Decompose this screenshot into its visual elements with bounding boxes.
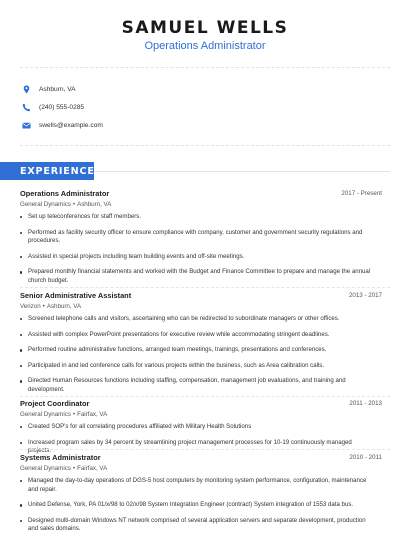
job-bullets (20, 315, 382, 395)
job-title: Senior Administrative Assistant (20, 291, 132, 300)
job-entry (20, 189, 382, 293)
job-divider (20, 396, 390, 397)
job-location: Ashburn, VA (77, 201, 112, 208)
candidate-title: Operations Administrator (144, 40, 266, 52)
job-location: Fairfax, VA (77, 465, 108, 472)
job-company: General Dynamics (20, 411, 71, 418)
list-item: Directed Human Resources functions including staffing, compensation, management job evaluations, and training and development. (20, 377, 382, 394)
contact-divider (20, 145, 390, 146)
list-item: Increased program sales by 34 percent by streamlining project management processes for 10-19 continuously managed projects. (20, 439, 382, 456)
job-company-location (20, 464, 382, 473)
email-icon (22, 121, 31, 130)
job-company-location (20, 302, 382, 311)
meta-separator-icon: • (72, 465, 76, 472)
list-item: Set up teleconferences for staff members. (20, 213, 382, 222)
phone-icon (22, 103, 31, 112)
job-bullets (20, 423, 382, 456)
job-title: Operations Administrator (20, 189, 110, 198)
job-bullets (20, 213, 382, 286)
contact-email (22, 118, 103, 132)
job-title: Project Coordinator (20, 399, 90, 408)
job-divider (20, 449, 390, 450)
meta-separator-icon: • (42, 303, 45, 310)
contact-email-text: swells@example.com (39, 121, 103, 129)
job-company: General Dynamics (20, 465, 71, 472)
list-item: Assisted with complex PowerPoint presentations for executive review while accommodating stringent deadlines. (20, 331, 382, 340)
job-entry (20, 453, 382, 541)
list-item: Performed routine administrative functions, arranged team meetings, trainings, presentations and conferences. (20, 346, 382, 355)
job-company-location (20, 200, 382, 209)
section-heading-experience: EXPERIENCE (0, 162, 94, 180)
contact-phone (22, 100, 84, 114)
job-dates: 2010 - 2011 (349, 454, 382, 461)
job-location: Fairfax, VA (77, 411, 108, 418)
job-entry (20, 291, 382, 402)
location-pin-icon (22, 85, 31, 94)
job-dates: 2013 - 2017 (348, 292, 382, 299)
job-divider (20, 287, 390, 288)
meta-separator-icon: • (72, 411, 76, 418)
job-dates: 2011 - 2013 (349, 400, 382, 407)
job-company: General Dynamics (20, 201, 71, 208)
list-item: Assisted in special projects including team building events and off-site meetings. (20, 253, 382, 262)
contact-phone-text: (240) 555-0285 (39, 103, 85, 111)
list-item: United Defense, York, PA 01/x/98 to 02/x/98 System Integration Engineer (contract) System integration of 1553 data bus. (20, 501, 382, 510)
list-item: Managed the day-to-day operations of DGS-5 host computers by monitoring system performance, configuration, maintenance and repair. (20, 477, 382, 494)
job-bullets (20, 477, 382, 534)
candidate-name: SAMUEL WELLS (121, 18, 289, 38)
list-item: Prepared monthly financial statements and worked with the Budget and Finance Committee to prepare and manage the annual church budget. (20, 268, 382, 285)
job-company: Verizon (20, 303, 41, 310)
job-title: Systems Administrator (20, 453, 101, 462)
meta-separator-icon: • (72, 201, 76, 208)
job-company-location (20, 410, 382, 419)
contact-location (22, 82, 76, 96)
list-item: Created SOP's for all correlating procedures affiliated with Military Health Solutions (20, 423, 382, 432)
job-location: Ashburn, VA (46, 303, 82, 310)
section-heading-line (94, 171, 390, 172)
job-dates: 2017 - Present (341, 190, 382, 197)
list-item: Participated in and led conference calls for various projects within the business, such as Area calibration calls. (20, 362, 382, 371)
contact-location-text: Ashburn, VA (39, 85, 76, 93)
list-item: Screened telephone calls and visitors, ascertaining who can be redirected to subordinate managers or other offices. (20, 315, 382, 324)
list-item: Designed multi-domain Windows NT network comprised of several application servers and separate development, production and sales domains. (20, 517, 382, 534)
header-divider (20, 67, 390, 68)
list-item: Performed as facility security officer to ensure compliance with company, customer and government security regulations and procedures. (20, 229, 382, 246)
